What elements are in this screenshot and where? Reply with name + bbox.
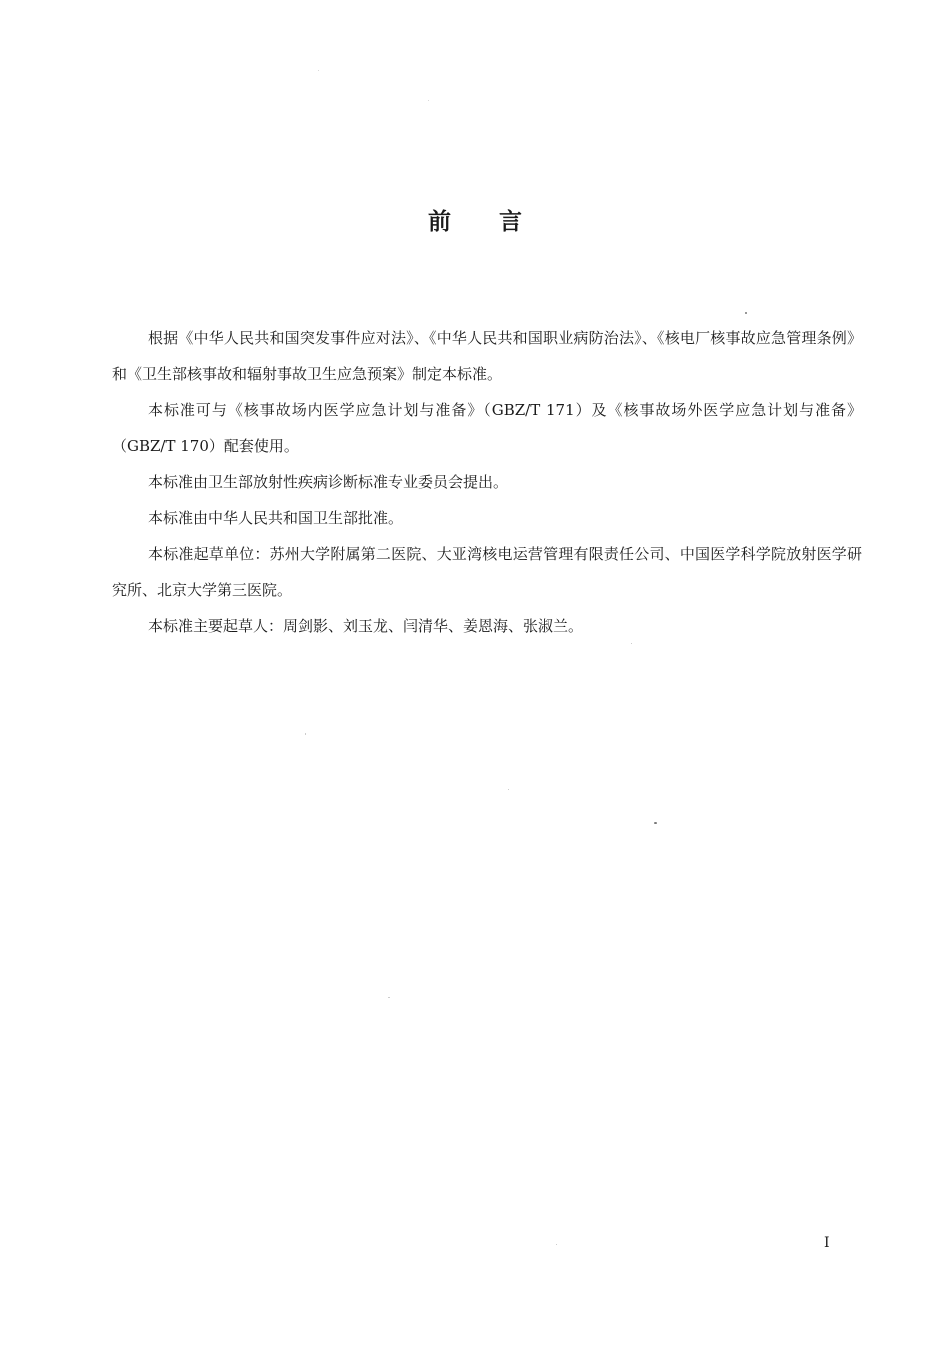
paragraph-drafting-units: 本标准起草单位：苏州大学附属第二医院、大亚湾核电运营管理有限责任公司、中国医学科学院放射医学研究所、北京大学第三医院。	[112, 545, 862, 599]
scan-speck	[305, 733, 306, 735]
scan-speck	[631, 643, 632, 644]
paragraph-approver: 本标准由中华人民共和国卫生部批准。	[148, 509, 404, 527]
paragraph-proposer: 本标准由卫生部放射性疾病诊断标准专业委员会提出。	[148, 473, 509, 491]
scan-speck	[388, 997, 390, 998]
page-number: I	[824, 1235, 830, 1251]
scan-speck	[556, 1244, 557, 1245]
document-body	[112, 320, 862, 644]
paragraph-companion-standards: 本标准可与《核事故场内医学应急计划与准备》（GBZ/T 171）及《核事故场外医学应急计划与准备》（GBZ/T 170）配套使用。	[112, 401, 862, 455]
paragraph-drafters: 本标准主要起草人：周剑影、刘玉龙、闫清华、姜恩海、张淑兰。	[148, 617, 584, 635]
scan-speck	[654, 822, 657, 824]
scan-speck	[428, 100, 429, 101]
scan-speck	[745, 312, 747, 314]
scan-speck	[508, 789, 509, 790]
scan-speck	[318, 70, 319, 71]
paragraph-legal-basis: 根据《中华人民共和国突发事件应对法》、《中华人民共和国职业病防治法》、《核电厂核事故应急管理条例》和《卫生部核事故和辐射事故卫生应急预案》制定本标准。	[112, 329, 862, 383]
page-title: 前言	[428, 209, 570, 235]
